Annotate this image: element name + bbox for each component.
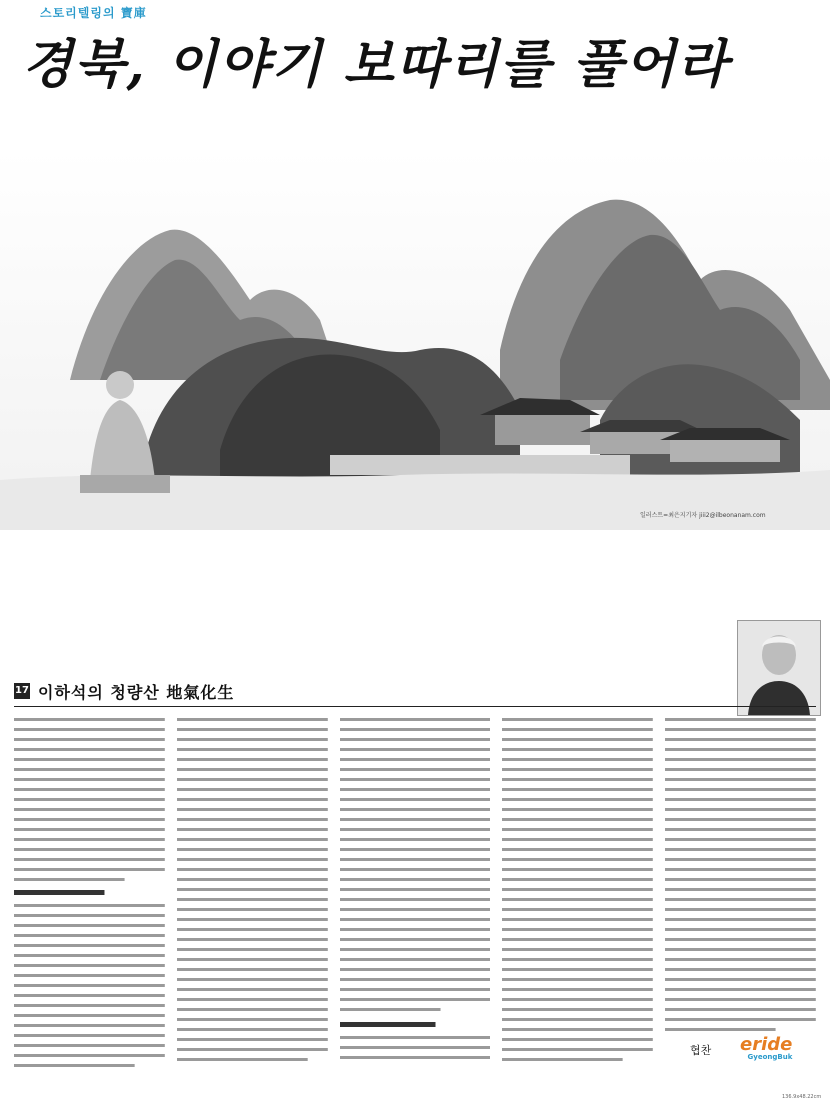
series-heading bbox=[14, 680, 234, 702]
series-title: 이하석의 청량산 地氣化生 bbox=[38, 682, 235, 702]
article-column bbox=[177, 712, 328, 1072]
series-label: 스토리텔링의 寶庫 bbox=[40, 6, 147, 20]
logo-subtext: GyeongBuk bbox=[747, 1053, 793, 1061]
header-rule bbox=[14, 706, 816, 707]
eride-logo bbox=[740, 1036, 792, 1061]
article-column bbox=[14, 712, 165, 1072]
headline: 경북, 이야기 보따리를 풀어라 bbox=[22, 34, 730, 95]
article-column bbox=[340, 712, 491, 1072]
article-column bbox=[502, 712, 653, 1072]
author-portrait bbox=[737, 620, 821, 716]
illustration-credit: 일러스트=최은지기자 jiii2@ilbeonanam.com bbox=[640, 512, 766, 519]
article-column bbox=[665, 712, 816, 1072]
page-size-note: 136.9x48.22cm bbox=[782, 1094, 822, 1100]
landscape-illustration bbox=[0, 150, 830, 530]
article-body bbox=[14, 712, 816, 1072]
series-number: 17 bbox=[14, 683, 30, 699]
sponsor-label: 협찬 bbox=[690, 1044, 712, 1057]
logo-text: eride bbox=[740, 1034, 793, 1055]
